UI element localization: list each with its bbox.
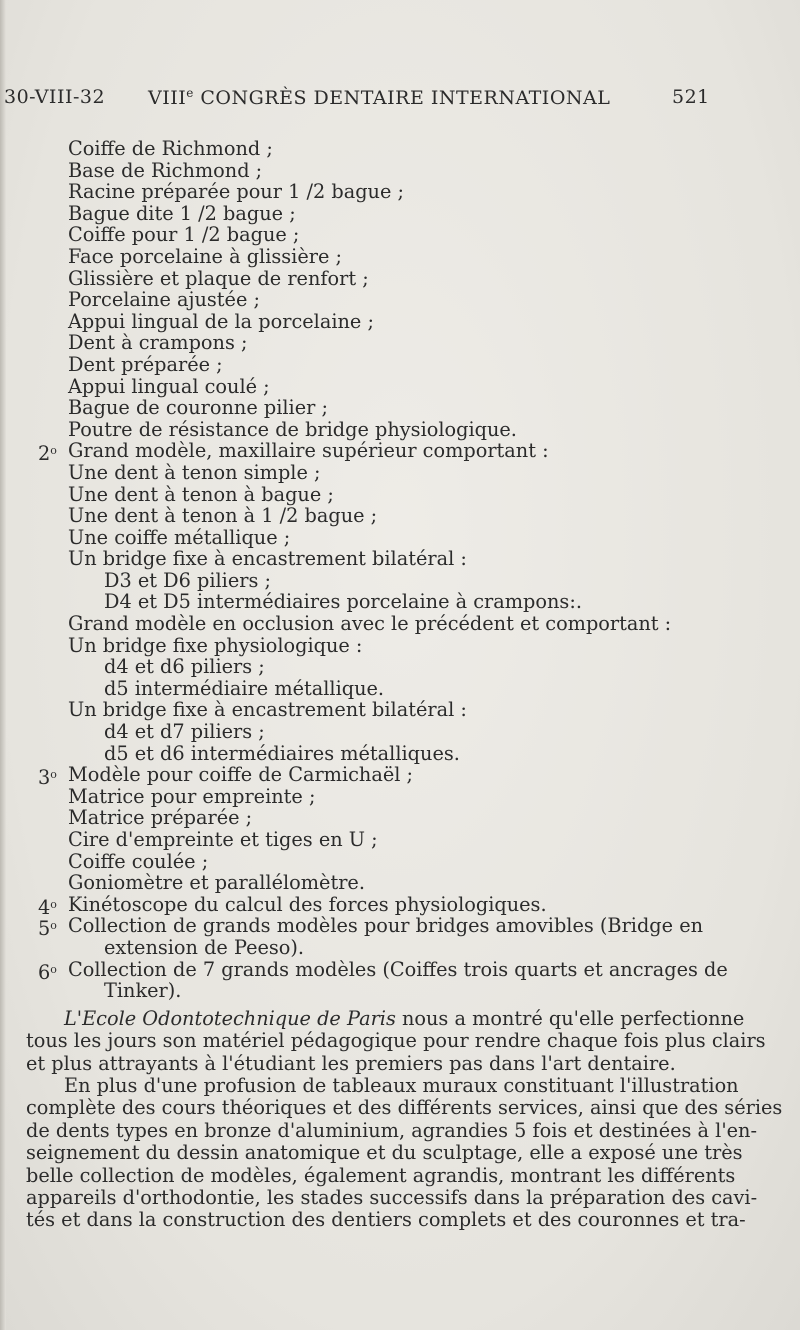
list-item-5: 5$^o$ Collection de grands modèles pour bridges amovibles (Bridge en	[38, 914, 704, 941]
list-item: Dent préparée ;	[68, 352, 223, 376]
list-item: Coiffe de Richmond ;	[68, 137, 273, 160]
paragraph-line: tés et dans la construction des dentiers complets et des couronnes et tra-	[26, 1208, 746, 1232]
list-item: d4 et d7 piliers ;	[104, 720, 265, 744]
list-group-1	[0, 138, 800, 440]
list-item-5-cont: extension de Peeso).	[104, 935, 305, 959]
paragraph-line: seignement du dessin anatomique et du sculptage, elle a exposé une très	[26, 1141, 743, 1165]
list-item: Une dent à tenon à bague ;	[68, 482, 334, 506]
header-title: VIIIe CONGRÈS DENTAIRE INTERNATIONAL	[148, 86, 611, 109]
page-number: 521	[672, 86, 710, 108]
paragraph-line: de dents types en bronze d'aluminium, agrandies 5 fois et destinées à l'en-	[26, 1118, 757, 1142]
list-item: Bague dite 1 /2 bague ;	[68, 201, 296, 225]
list-item: Un bridge fixe à encastrement bilatéral :	[68, 547, 467, 571]
list-item-6-cont: Tinker).	[104, 979, 182, 1003]
list-item: Coiffe coulée ;	[68, 849, 209, 873]
paragraph-line: appareils d'orthodontie, les stades successifs dans la préparation des cavi-	[26, 1186, 758, 1210]
list-item: Grand modèle en occlusion avec le précédent et comportant :	[68, 612, 672, 636]
list-item: Porcelaine ajustée ;	[68, 288, 260, 312]
list-item: Une dent à tenon simple ;	[68, 460, 321, 484]
list-item: Un bridge fixe à encastrement bilatéral :	[68, 698, 467, 722]
list-item: Racine préparée pour 1 /2 bague ;	[68, 180, 404, 204]
institution-name: L'Ecole Odontotechnique de Paris	[64, 1007, 396, 1030]
list-item: Goniomètre et parallélomètre.	[68, 871, 365, 895]
list-item: D3 et D6 piliers ;	[104, 568, 271, 592]
paragraph-line: En plus d'une profusion de tableaux muraux constituant l'illustration	[64, 1074, 739, 1097]
list-item: d4 et d6 piliers ;	[104, 655, 265, 679]
header-date: 30-VIII-32	[4, 86, 106, 108]
list-item: Une coiffe métallique ;	[68, 525, 291, 549]
list-item: Base de Richmond ;	[68, 158, 263, 182]
list-item: Poutre de résistance de bridge physiologique.	[68, 417, 517, 441]
list-item: Une dent à tenon à 1 /2 bague ;	[68, 504, 378, 528]
list-item: Cire d'empreinte et tiges en U ;	[68, 828, 378, 851]
exhibit-list	[0, 138, 800, 1002]
list-item: D4 et D5 intermédiaires porcelaine à crampons:.	[104, 590, 582, 614]
list-item: Glissière et plaque de renfort ;	[68, 266, 369, 290]
list-item-2: 2$^o$ Grand modèle, maxillaire supérieur comportant :	[38, 439, 549, 466]
list-item: Appui lingual de la porcelaine ;	[68, 309, 374, 333]
list-item: Bague de couronne pilier ;	[68, 396, 328, 420]
list-item: d5 et d6 intermédiaires métalliques.	[104, 741, 460, 765]
list-item: d5 intermédiaire métallique.	[104, 676, 385, 700]
paragraph-ecole-odontotechnique: L'Ecole Odontotechnique de Paris nous a montré qu'elle perfectionne tous les jours son matériel pédagogique pour rendre chaque fois plus clairs et plus attrayants à l'étudiant les premiers pas dans l'art dentaire.	[26, 1007, 766, 1075]
paragraph-exhibition	[26, 1074, 783, 1232]
list-item-4: 4$^o$ Kinétoscope du calcul des forces physiologiques.	[38, 892, 547, 919]
list-item-6: 6$^o$ Collection de 7 grands modèles (Coiffes trois quarts et ancrages de	[38, 957, 728, 984]
list-item: Matrice pour empreinte ;	[68, 784, 316, 808]
list-item: Un bridge fixe physiologique :	[68, 633, 363, 657]
paragraph-line: belle collection de modèles, également agrandis, montrant les différents	[26, 1163, 736, 1187]
list-item: Matrice préparée ;	[68, 806, 253, 830]
paragraph-line: complète des cours théoriques et des différents services, ainsi que des séries	[26, 1096, 783, 1120]
list-item-3: 3$^o$ Modèle pour coiffe de Carmichaël ;	[38, 763, 414, 790]
running-header	[0, 86, 800, 116]
list-item: Dent à crampons ;	[68, 331, 248, 355]
list-item: Coiffe pour 1 /2 bague ;	[68, 223, 300, 247]
list-group-2	[0, 462, 800, 764]
list-group-3	[0, 786, 800, 894]
list-item: Appui lingual coulé ;	[68, 374, 270, 398]
list-item: Face porcelaine à glissière ;	[68, 244, 342, 268]
